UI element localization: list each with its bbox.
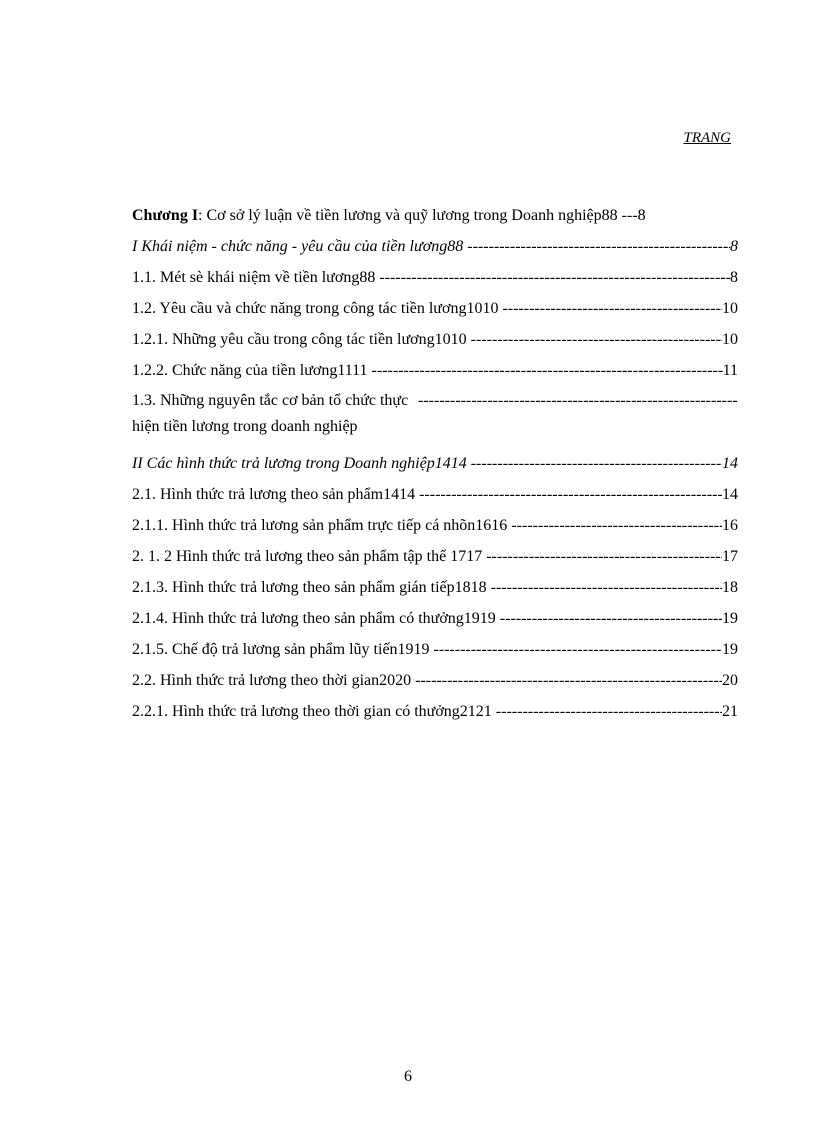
toc-page-number: 18 <box>722 579 738 596</box>
toc-entry[interactable] <box>132 603 738 634</box>
toc-entry-title: 2. 1. 2 Hình thức trả lương theo sản phẩm tập thể 1717 <box>132 548 483 565</box>
page-number: 6 <box>404 1068 412 1085</box>
toc-leader-dots <box>482 541 722 572</box>
toc-page-header: TRANG <box>683 130 731 146</box>
toc-leader-dots <box>467 324 722 355</box>
toc-entry[interactable] <box>132 324 738 355</box>
toc-entry[interactable] <box>132 479 738 510</box>
toc-leader-dots <box>415 479 722 510</box>
toc-entry[interactable] <box>132 572 738 603</box>
toc-entry-chapter-1[interactable] <box>132 200 738 231</box>
toc-entry-title: : Cơ sở lý luận về tiền lương và quỹ lương trong Doanh nghiệp88 --- <box>198 207 638 224</box>
toc-page-number: 14 <box>722 486 738 503</box>
toc-page-number: 16 <box>722 517 738 534</box>
toc-page-number: 19 <box>722 610 738 627</box>
toc-leader-dots <box>467 448 722 479</box>
toc-spacer <box>132 440 738 448</box>
toc-page-number: 11 <box>722 362 738 379</box>
toc-page-number: 19 <box>722 641 738 658</box>
toc-entry-title: 1.3. Những nguyên tắc cơ bản tổ chức thực hiện tiền lương trong doanh nghiệp <box>132 392 409 435</box>
toc-leader-dots <box>430 634 722 665</box>
toc-entry[interactable] <box>132 510 738 541</box>
toc-leader-dots <box>487 572 722 603</box>
toc-entry-title: 1.1. Mét sè khái niệm về tiền lương88 <box>132 269 376 286</box>
toc-chapter-prefix: Chương I <box>132 207 199 224</box>
toc-page-number: 10 <box>722 331 738 348</box>
toc-leader-dots <box>463 231 730 262</box>
toc-entry-title: 2.2.1. Hình thức trả lương theo thời gian có thưởng2121 <box>132 703 492 720</box>
toc-entry-title: 2.2. Hình thức trả lương theo thời gian2020 <box>132 672 412 689</box>
toc-entry[interactable] <box>132 665 738 696</box>
toc-entry-title: I Khái niệm - chức năng - yêu cầu của tiền lương88 <box>132 238 464 255</box>
toc-page-number: 8 <box>730 238 738 255</box>
toc-entry[interactable] <box>132 293 738 324</box>
toc-leader-dots <box>507 510 722 541</box>
toc-page-number: 17 <box>722 548 738 565</box>
toc-leader-dots <box>498 293 722 324</box>
toc-entry-title: 1.2. Yêu cầu và chức năng trong công tác tiền lương1010 <box>132 300 499 317</box>
toc-leader-dots <box>368 355 723 386</box>
toc-leader-dots <box>375 262 730 293</box>
toc-entry[interactable] <box>132 634 738 665</box>
table-of-contents <box>132 200 738 727</box>
toc-page-number: 21 <box>722 703 738 720</box>
toc-entry-title: 2.1.5. Chế độ trả lương sản phẩm lũy tiến1919 <box>132 641 430 658</box>
toc-entry-wrapped[interactable] <box>132 386 738 440</box>
toc-entry-title: 2.1. Hình thức trả lương theo sản phẩm1414 <box>132 486 416 503</box>
toc-page-number: 8 <box>730 269 738 286</box>
toc-entry[interactable] <box>132 696 738 727</box>
toc-entry-title: II Các hình thức trả lương trong Doanh nghiệp1414 <box>132 455 467 472</box>
toc-entry-title: 2.1.1. Hình thức trả lương sản phẩm trực tiếp cá nhõn1616 <box>132 517 508 534</box>
toc-entry[interactable] <box>132 262 738 293</box>
toc-page-number: 10 <box>722 300 738 317</box>
toc-entry[interactable] <box>132 541 738 572</box>
toc-entry-section-2[interactable] <box>132 448 738 479</box>
toc-entry-title: 1.2.1. Những yêu cầu trong công tác tiền lương1010 <box>132 331 467 348</box>
toc-page-number: 8 <box>637 207 646 224</box>
toc-entry-title: 2.1.4. Hình thức trả lương theo sản phẩm có thưởng1919 <box>132 610 496 627</box>
toc-page-number: 14 <box>722 455 738 472</box>
toc-leader-dots <box>496 603 722 634</box>
toc-leader-dots <box>418 388 738 416</box>
toc-entry-title: 1.2.2. Chức năng của tiền lương1111 <box>132 362 368 379</box>
toc-page-number: 20 <box>722 672 738 689</box>
toc-entry-section-1[interactable] <box>132 231 738 262</box>
toc-leader-dots <box>492 696 722 727</box>
toc-entry-title: 2.1.3. Hình thức trả lương theo sản phẩm gián tiếp1818 <box>132 579 487 596</box>
toc-entry[interactable] <box>132 355 738 386</box>
toc-leader-dots <box>411 665 722 696</box>
